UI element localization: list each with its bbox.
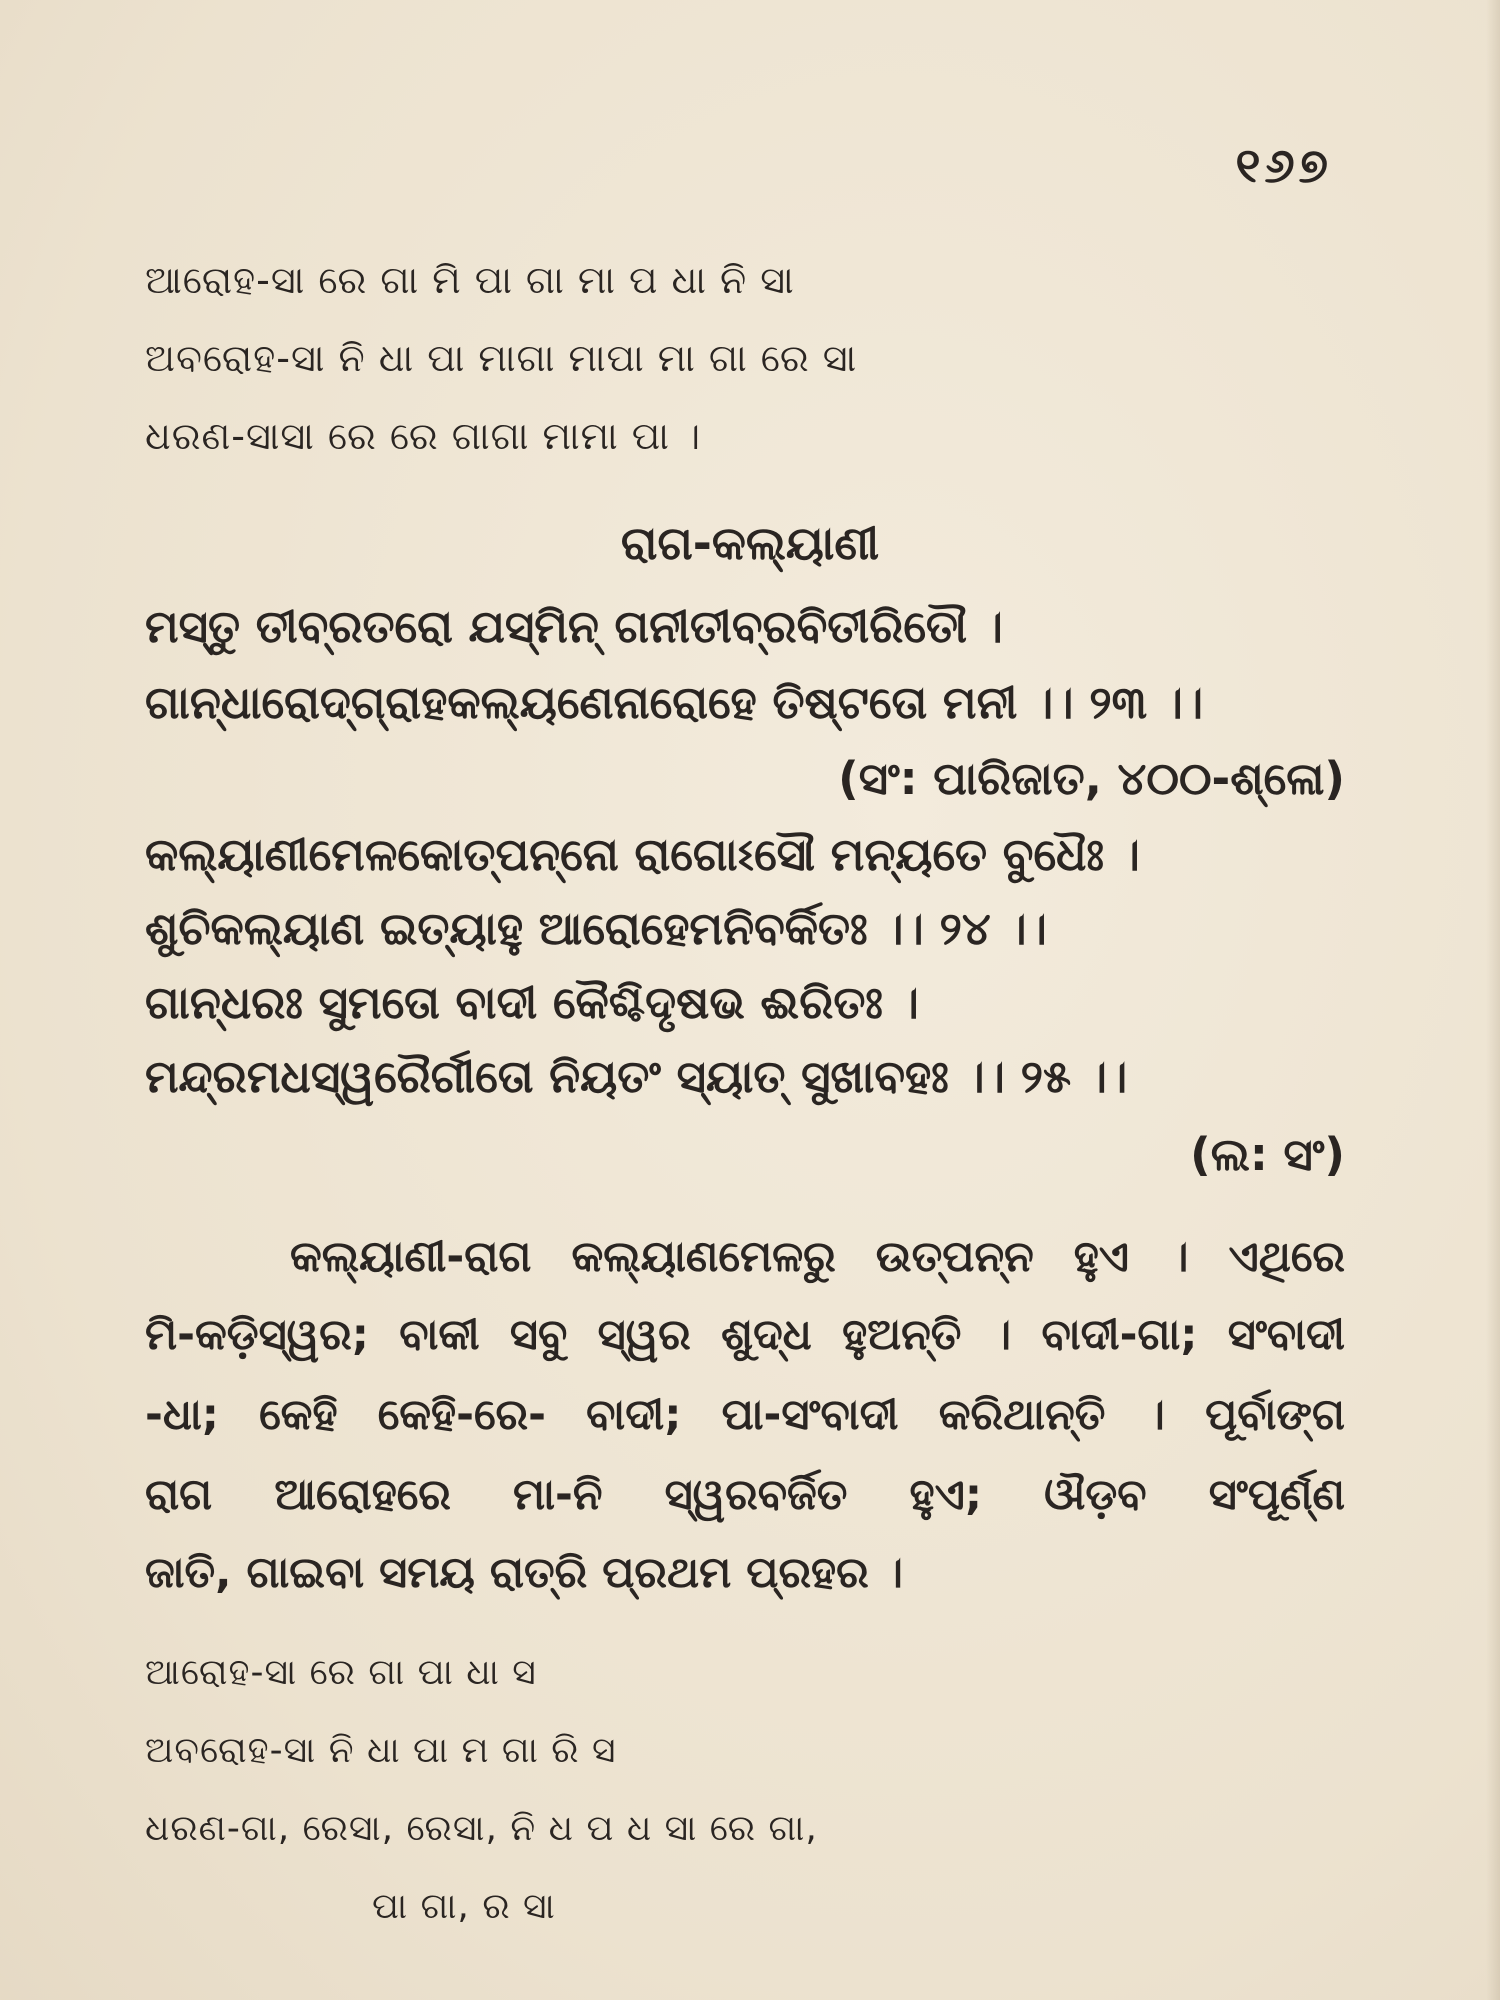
top-aroha-line: ଆରୋହ-ସା ରେ ଗା ମି ପା ଗା ମା ପ ଧା ନି ସା [145,258,795,302]
verse-1-line-2: ଗାନ୍ଧାରୋଦ୍‌ଗ୍ରାହକଲ୍ୟଣେନାରୋହେ ତିଷ୍ଟତୋ ମନୀ ।। ୨୩ ।। [145,676,1204,729]
verse-2-line-2: ଶୁଚିକଲ୍ୟାଣ ଇତ୍ୟାହୁ ଆରୋହେମନିବର୍କିତଃ ।। ୨୪ ।। [145,902,1047,955]
bottom-aroha-line: ଆରୋହ-ସା ରେ ଗା ପା ଧା ସ [145,1652,537,1693]
citation-parijata: (ସଂ: ପାରିଜାତ, ୪୦୦-ଶ୍ଳୋ) [838,752,1345,805]
citation-la-sam: (ଲ: ସଂ) [1190,1128,1345,1181]
verse-1-line-1: ମସ୍ତୁ ତୀବ୍ରତରୋ ଯସ୍ମିନ୍ ଗନୀତୀବ୍ରବିତୀରିତୌ । [145,600,1003,653]
bottom-dharana-continuation: ପା ଗା, ର ସା [372,1886,556,1927]
verse-2-line-1: କଲ୍ୟାଣୀମେଳକୋତ୍ପନ୍ନୋ ରାଗୋଽସୌ ମନ୍ୟତେ ବୁଧୈଃ । [145,828,1140,881]
verse-2-line-4: ମନ୍ଦ୍ରମଧସ୍ୱରୈର୍ଗୀତୋ ନିୟତଂ ସ୍ୟାତ୍ ସୁଖାବହଃ ।। ୨୫ ।। [145,1050,1128,1103]
raga-heading: ରାଗ-କଲ୍ୟାଣୀ [620,516,880,570]
top-avaroha-line: ଅବରୋହ-ସା ନି ଧା ପା ମାଗା ମାପା ମା ଗା ରେ ସା [145,336,858,380]
verse-2-line-3: ଗାନ୍ଧରଃ ସୁମତୋ ବାଦୀ କୈଶ୍ଚିଦୃଷଭ ଈରିତଃ । [145,976,919,1029]
top-dharana-line: ଧରଣ-ସାସା ରେ ରେ ଗାଗା ମାମା ପା । [145,414,702,458]
bottom-dharana-line: ଧରଣ-ଗା, ରେସା, ରେସା, ନି ଧ ପ ଧ ସା ରେ ଗା, [145,1808,818,1849]
bottom-avaroha-line: ଅବରୋହ-ସା ନି ଧା ପା ମ ଗା ରି ସ [145,1730,617,1771]
paragraph-line-3: -ଧା; କେହି କେହି-ରେ- ବାଦୀ; ପା-ସଂବାଦୀ କରିଥାନ୍ତି । ପୂର୍ବାଙ୍ଗ [145,1390,1345,1440]
paragraph-line-4: ରାଗ ଆରୋହରେ ମା-ନି ସ୍ୱରବର୍ଜିତ ହୁଏ; ଔଡ଼ବ ସଂପୂର୍ଣ୍ଣ [145,1470,1345,1520]
page-spine-shadow [1486,0,1500,2000]
paragraph-line-1: କଲ୍ୟାଣୀ-ରାଗ କଲ୍ୟାଣମେଳରୁ ଉତ୍ପନ୍ନ ହୁଏ । ଏଥିରେ [290,1232,1345,1282]
page-number: ୧୬୭ [1235,138,1332,194]
paragraph-line-5: ଜାତି, ଗାଇବା ସମୟ ରାତ୍ରି ପ୍ରଥମ ପ୍ରହର । [145,1548,904,1598]
paragraph-line-2: ମି-କଡ଼ିସ୍ୱର; ବାକୀ ସବୁ ସ୍ୱର ଶୁଦ୍ଧ ହୁଅନ୍ତି । ବାଦୀ-ଗା; ସଂବାଦୀ [145,1310,1345,1360]
